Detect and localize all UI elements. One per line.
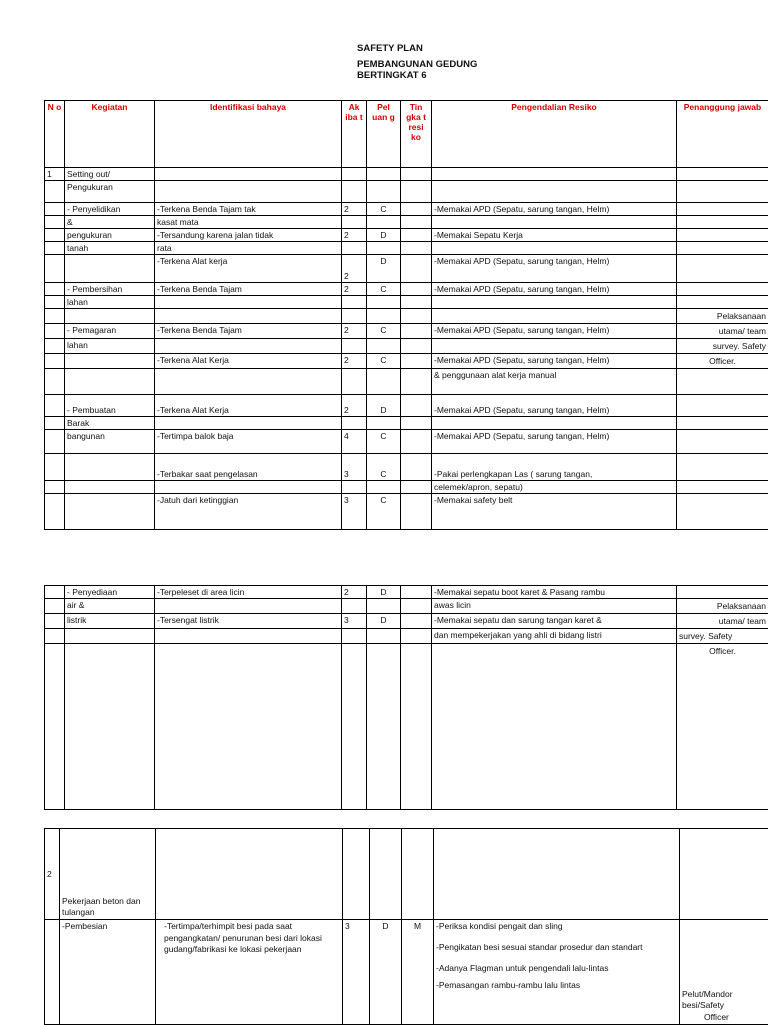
cell-akibat: 3 xyxy=(342,454,367,481)
cell-kegiatan: bangunan xyxy=(65,430,155,454)
table-row xyxy=(45,395,768,417)
cell-pengendalian: -Memakai sepatu boot karet & Pasang rambu xyxy=(432,586,677,599)
cell-pengendalian: -Memakai sepatu dan sarung tangan karet & xyxy=(432,614,677,629)
cell-penanggung: survey. Safety xyxy=(677,339,768,354)
cell-identifikasi: -Terkena Alat kerja xyxy=(155,255,342,283)
cell-penanggung: Pelaksanaan xyxy=(677,599,768,614)
table-row xyxy=(45,481,768,494)
cell-akibat: 2 xyxy=(342,395,367,417)
table-row xyxy=(45,203,768,216)
table-row xyxy=(45,354,768,369)
cell-peluang: D xyxy=(370,920,402,1025)
col-header-kegiatan: Kegiatan xyxy=(65,101,155,168)
cell-pengendalian: -Memakai APD (Sepatu, sarung tangan, Helm) xyxy=(432,430,677,454)
penanggung-line: Pelut/Mandor xyxy=(682,989,766,1001)
cell-pengendalian: -Memakai APD (Sepatu, sarung tangan, Helm) xyxy=(432,324,677,339)
col-header-akibat: Ak iba t xyxy=(342,101,367,168)
cell-identifikasi: -Tertimpa/terhimpit besi pada saat pengangkatan/ penurunan besi dari lokasi gudang/fabrikasi ke lokasi pekerjaan xyxy=(156,920,343,1025)
col-header-identifikasi: Identifikasi bahaya xyxy=(155,101,342,168)
cell-kegiatan: tanah xyxy=(65,242,155,255)
cell-no: 2 xyxy=(45,829,60,920)
pengendalian-line: -Periksa kondisi pengait dan sling xyxy=(436,921,677,931)
table-row xyxy=(45,599,768,614)
pengendalian-line: -Pengikatan besi sesuai standar prosedur dan standart xyxy=(436,942,677,952)
pengendalian-line: -Pemasangan rambu-rambu lalu lintas xyxy=(436,980,677,990)
cell-pengendalian xyxy=(434,920,680,1025)
cell-peluang: D xyxy=(367,614,401,629)
cell-peluang: D xyxy=(367,229,401,242)
cell-akibat: 2 xyxy=(342,229,367,242)
safety-plan-table-2 xyxy=(44,585,768,810)
cell-identifikasi: -Jatuh dari ketinggian xyxy=(155,494,342,530)
cell-peluang: C xyxy=(367,494,401,530)
cell-peluang: D xyxy=(367,255,401,283)
table-row xyxy=(45,242,768,255)
cell-kegiatan: Barak xyxy=(65,417,155,430)
table-row xyxy=(45,369,768,395)
cell-pengendalian: dan mempekerjakan yang ahli di bidang listri xyxy=(432,629,677,644)
cell-akibat: 3 xyxy=(342,614,367,629)
table-row xyxy=(45,920,768,1025)
cell-penanggung: Officer. xyxy=(677,644,768,810)
cell-pengendalian: -Memakai APD (Sepatu, sarung tangan, Helm) xyxy=(432,255,677,283)
col-header-penanggung: Penanggung jawab xyxy=(677,101,768,168)
table-row xyxy=(45,494,768,530)
table-row xyxy=(45,586,768,599)
table-row xyxy=(45,417,768,430)
col-header-no: N o xyxy=(45,101,65,168)
cell-akibat: 2 xyxy=(342,354,367,369)
cell-pengendalian: -Memakai Sepatu Kerja xyxy=(432,229,677,242)
cell-kegiatan: lahan xyxy=(65,339,155,354)
cell-kegiatan: pengukuran xyxy=(65,229,155,242)
cell-akibat: 2 xyxy=(342,283,367,296)
penanggung-line: besi/Safety xyxy=(682,1000,766,1012)
table-header-row xyxy=(45,101,768,168)
cell-identifikasi: -Terkena Benda Tajam xyxy=(155,324,342,339)
safety-plan-table-3 xyxy=(44,828,768,1025)
cell-akibat: 3 xyxy=(343,920,370,1025)
table-row xyxy=(45,430,768,454)
table-row xyxy=(45,629,768,644)
table-row xyxy=(45,324,768,339)
cell-penanggung: utama/ team xyxy=(677,324,768,339)
cell-kegiatan: air & xyxy=(65,599,155,614)
cell-akibat: 2 xyxy=(342,255,367,283)
cell-kegiatan: & xyxy=(65,216,155,229)
cell-penanggung xyxy=(680,920,768,1025)
cell-pengendalian: & penggunaan alat kerja manual xyxy=(432,369,677,395)
cell-peluang: C xyxy=(367,203,401,216)
table-row xyxy=(45,229,768,242)
col-header-tingkat: Tin gka t resi ko xyxy=(401,101,432,168)
cell-identifikasi: -Tersandung karena jalan tidak xyxy=(155,229,342,242)
cell-peluang: C xyxy=(367,324,401,339)
cell-identifikasi: -Tersengat listrik xyxy=(155,614,342,629)
cell-pengendalian: -Memakai APD (Sepatu, sarung tangan, Helm) xyxy=(432,395,677,417)
cell-peluang: D xyxy=(367,395,401,417)
cell-tingkat: M xyxy=(402,920,434,1025)
cell-identifikasi: -Terkena Alat Kerja xyxy=(155,354,342,369)
table-row xyxy=(45,283,768,296)
table-row xyxy=(45,309,768,324)
cell-kegiatan: - Pembuatan xyxy=(65,395,155,417)
cell-pengendalian: -Memakai safety belt xyxy=(432,494,677,530)
cell-penanggung: utama/ team xyxy=(677,614,768,629)
cell-kegiatan: lahan xyxy=(65,296,155,309)
cell-akibat: 2 xyxy=(342,586,367,599)
cell-identifikasi: -Terpeleset di area licin xyxy=(155,586,342,599)
table-row xyxy=(45,216,768,229)
table-row xyxy=(45,296,768,309)
cell-kegiatan: listrik xyxy=(65,614,155,629)
cell-pengendalian: -Memakai APD (Sepatu, sarung tangan, Helm) xyxy=(432,203,677,216)
table-row xyxy=(45,339,768,354)
cell-identifikasi: kasat mata xyxy=(155,216,342,229)
cell-kegiatan: - Pemagaran xyxy=(65,324,155,339)
table-row xyxy=(45,168,768,181)
table-row xyxy=(45,181,768,203)
cell-pengendalian: -Pakai perlengkapan Las ( sarung tangan, xyxy=(432,454,677,481)
kegiatan-line: Pekerjaan beton dan xyxy=(62,896,140,906)
cell-peluang: C xyxy=(367,354,401,369)
cell-akibat: 3 xyxy=(342,494,367,530)
cell-identifikasi: -Terkena Alat Kerja xyxy=(155,395,342,417)
table-row xyxy=(45,829,768,920)
doc-subtitle: PEMBANGUNAN GEDUNG xyxy=(357,59,477,70)
cell-kegiatan: Pengukuran xyxy=(65,181,155,203)
cell-peluang: C xyxy=(367,454,401,481)
cell-kegiatan: Setting out/ xyxy=(65,168,155,181)
cell-identifikasi: -Terkena Benda Tajam xyxy=(155,283,342,296)
cell-peluang: C xyxy=(367,283,401,296)
safety-plan-table-1 xyxy=(44,100,768,530)
cell-pengendalian: awas licin xyxy=(432,599,677,614)
cell-peluang: C xyxy=(367,430,401,454)
kegiatan-line: tulangan xyxy=(62,907,95,917)
table-row xyxy=(45,255,768,283)
cell-identifikasi: -Terkena Benda Tajam tak xyxy=(155,203,342,216)
cell-akibat: 2 xyxy=(342,324,367,339)
col-header-peluang: Pel uan g xyxy=(367,101,401,168)
cell-kegiatan: - Penyelidikan xyxy=(65,203,155,216)
doc-title: SAFETY PLAN xyxy=(357,43,423,54)
cell-kegiatan xyxy=(60,829,156,920)
cell-pengendalian: celemek/apron, sepatu) xyxy=(432,481,677,494)
cell-identifikasi: -Terbakar saat pengelasan xyxy=(155,454,342,481)
cell-identifikasi: rata xyxy=(155,242,342,255)
cell-penanggung: survey. Safety xyxy=(677,629,768,644)
table-row xyxy=(45,644,768,810)
cell-penanggung: Pelaksanaan xyxy=(677,309,768,324)
cell-penanggung: Officer. xyxy=(677,354,768,369)
cell-kegiatan: -Pembesian xyxy=(60,920,156,1025)
cell-peluang: D xyxy=(367,586,401,599)
cell-pengendalian: -Memakai APD (Sepatu, sarung tangan, Helm) xyxy=(432,283,677,296)
cell-akibat: 2 xyxy=(342,203,367,216)
doc-subtitle-2: BERTINGKAT 6 xyxy=(357,70,427,81)
penanggung-line: Officer xyxy=(682,1012,766,1024)
table-row xyxy=(45,614,768,629)
col-header-pengendalian: Pengendalian Resiko xyxy=(432,101,677,168)
table-row xyxy=(45,454,768,481)
cell-kegiatan: - Pembersihan xyxy=(65,283,155,296)
cell-akibat: 4 xyxy=(342,430,367,454)
cell-no: 1 xyxy=(45,168,65,181)
pengendalian-line: -Adanya Flagman untuk pengendali lalu-lintas xyxy=(436,963,677,973)
cell-kegiatan: - Penyediaan xyxy=(65,586,155,599)
cell-identifikasi: -Tertimpa balok baja xyxy=(155,430,342,454)
cell-pengendalian: -Memakai APD (Sepatu, sarung tangan, Helm) xyxy=(432,354,677,369)
